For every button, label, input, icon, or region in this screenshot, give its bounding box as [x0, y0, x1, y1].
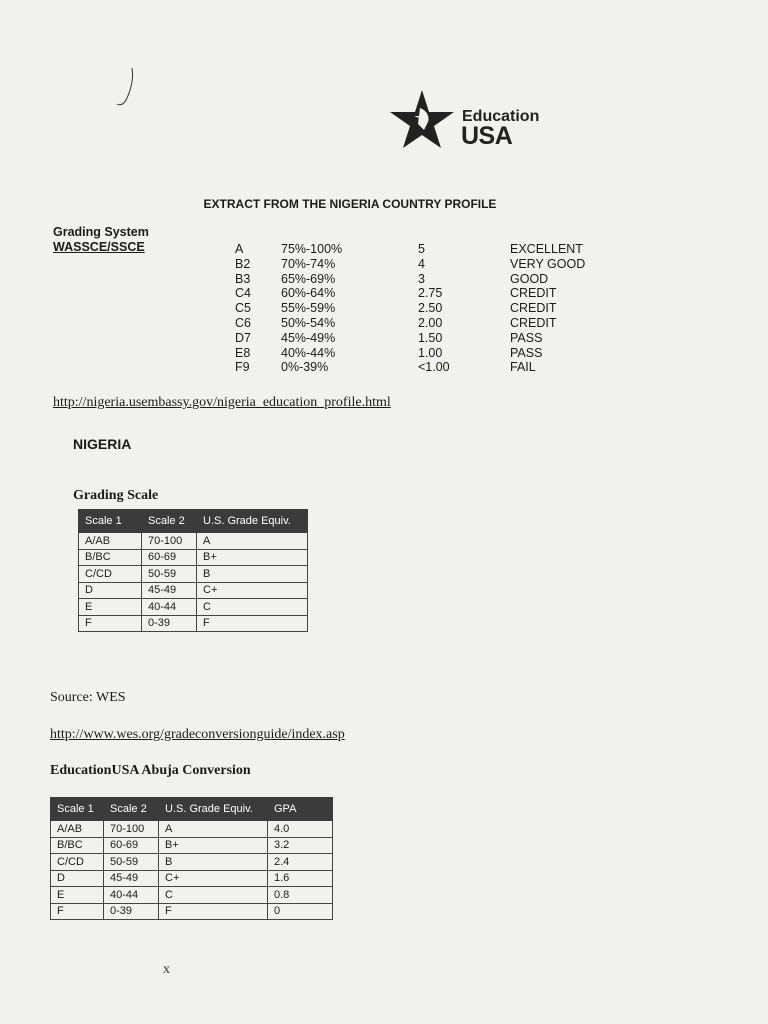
points: 1.50	[418, 330, 443, 345]
table-row	[51, 887, 333, 904]
table-row	[79, 582, 308, 599]
table-cell: 4.0	[268, 821, 333, 838]
table-cell: B+	[197, 549, 308, 566]
table-cell: B	[159, 854, 268, 871]
table-cell: 3.2	[268, 837, 333, 854]
grading-system-list	[0, 242, 640, 375]
pen-mark	[112, 66, 142, 110]
remark: CREDIT	[510, 301, 557, 316]
grading-system-sublabel: WASSCE/SSCE	[53, 240, 145, 254]
percent-range: 60%-64%	[281, 286, 336, 301]
table-row	[51, 854, 333, 871]
percent-range: 0%-39%	[281, 360, 329, 375]
remark: CREDIT	[510, 286, 557, 301]
table-row	[79, 615, 308, 632]
points: 5	[418, 242, 425, 256]
percent-range: 50%-54%	[281, 315, 336, 330]
logo-text-education: Education	[462, 108, 540, 125]
grade-row	[0, 331, 640, 346]
table-cell: D	[79, 582, 142, 599]
table-cell: 60-69	[104, 837, 159, 854]
pen-mark-x: x	[163, 962, 170, 977]
percent-range: 45%-49%	[281, 330, 336, 345]
percent-range: 40%-44%	[281, 345, 336, 360]
table-cell: B	[197, 566, 308, 583]
table-cell: 50-59	[104, 854, 159, 871]
table-cell: D	[51, 870, 104, 887]
column-header: Scale 1	[51, 798, 104, 821]
source-label: Source: WES	[50, 690, 126, 705]
grade: D7	[235, 330, 251, 345]
table-cell: C/CD	[79, 566, 142, 583]
table-cell: 70-100	[142, 533, 197, 550]
document-title: EXTRACT FROM THE NIGERIA COUNTRY PROFILE	[203, 197, 497, 211]
table-cell: C	[159, 887, 268, 904]
grade-row	[0, 242, 640, 257]
grade: E8	[235, 345, 251, 360]
grading-system-label: Grading System	[53, 225, 149, 239]
table-cell: A/AB	[51, 821, 104, 838]
table-cell: B/BC	[79, 549, 142, 566]
points: 3	[418, 271, 425, 286]
table-row	[79, 533, 308, 550]
table-cell: C/CD	[51, 854, 104, 871]
wes-conversion-link[interactable]: http://www.wes.org/gradeconversionguide/index.asp	[50, 727, 345, 742]
star-icon	[384, 86, 460, 152]
points: 4	[418, 256, 425, 271]
points: 2.75	[418, 286, 443, 301]
grade: C6	[235, 315, 251, 330]
remark: EXCELLENT	[510, 242, 583, 256]
column-header: Scale 2	[104, 798, 159, 821]
percent-range: 55%-59%	[281, 301, 336, 316]
table-cell: 45-49	[142, 582, 197, 599]
table-cell: 60-69	[142, 549, 197, 566]
remark: GOOD	[510, 271, 549, 286]
logo-text-usa: USA	[461, 122, 513, 150]
table-header-row	[79, 510, 308, 533]
grade-row	[0, 346, 640, 361]
grading-scale-heading: Grading Scale	[73, 488, 159, 503]
percent-range: 65%-69%	[281, 271, 336, 286]
grade-row	[0, 301, 640, 316]
table-cell: F	[159, 903, 268, 920]
grade: B3	[235, 271, 251, 286]
educationusa-logo	[384, 86, 554, 152]
points: 2.50	[418, 301, 443, 316]
table-cell: 0-39	[104, 903, 159, 920]
table-cell: 0	[268, 903, 333, 920]
grade: C5	[235, 301, 251, 316]
remark: PASS	[510, 330, 543, 345]
table-header-row	[51, 798, 333, 821]
table-row	[51, 903, 333, 920]
table-cell: 70-100	[104, 821, 159, 838]
grade-row	[0, 360, 640, 375]
grade: C4	[235, 286, 251, 301]
column-header: U.S. Grade Equiv.	[159, 798, 268, 821]
column-header: Scale 2	[142, 510, 197, 533]
table-cell: F	[51, 903, 104, 920]
percent-range: 70%-74%	[281, 256, 336, 271]
table-cell: E	[51, 887, 104, 904]
grade-row	[0, 286, 640, 301]
percent-range: 75%-100%	[281, 242, 343, 256]
table-cell: 2.4	[268, 854, 333, 871]
table-cell: A	[159, 821, 268, 838]
column-header: GPA	[268, 798, 333, 821]
grading-scale-table	[78, 509, 308, 632]
table-cell: C+	[159, 870, 268, 887]
embassy-profile-link[interactable]: http://nigeria.usembassy.gov/nigeria_education_profile.html	[53, 395, 391, 410]
column-header: U.S. Grade Equiv.	[197, 510, 308, 533]
table-cell: E	[79, 599, 142, 616]
grade-row	[0, 257, 640, 272]
column-header: Scale 1	[79, 510, 142, 533]
grade: F9	[235, 360, 250, 375]
table-cell: F	[79, 615, 142, 632]
conversion-table	[50, 797, 333, 920]
table-cell: 50-59	[142, 566, 197, 583]
table-row	[51, 821, 333, 838]
table-cell: 40-44	[104, 887, 159, 904]
table-row	[79, 566, 308, 583]
remark: CREDIT	[510, 315, 557, 330]
grade-row	[0, 272, 640, 287]
table-cell: 0.8	[268, 887, 333, 904]
grade: B2	[235, 256, 251, 271]
table-row	[51, 837, 333, 854]
table-cell: A/AB	[79, 533, 142, 550]
grade-row	[0, 316, 640, 331]
table-cell: 0-39	[142, 615, 197, 632]
remark: PASS	[510, 345, 543, 360]
remark: VERY GOOD	[510, 256, 586, 271]
table-row	[51, 870, 333, 887]
points: 2.00	[418, 315, 443, 330]
table-cell: 1.6	[268, 870, 333, 887]
table-cell: C	[197, 599, 308, 616]
remark: FAIL	[510, 360, 536, 375]
conversion-heading: EducationUSA Abuja Conversion	[50, 763, 251, 778]
grade: A	[235, 242, 244, 256]
table-cell: B+	[159, 837, 268, 854]
table-cell: F	[197, 615, 308, 632]
table-cell: B/BC	[51, 837, 104, 854]
table-cell: C+	[197, 582, 308, 599]
country-heading: NIGERIA	[73, 436, 132, 452]
table-cell: 45-49	[104, 870, 159, 887]
table-cell: 40-44	[142, 599, 197, 616]
table-cell: A	[197, 533, 308, 550]
points: <1.00	[418, 360, 450, 375]
table-row	[79, 599, 308, 616]
table-row	[79, 549, 308, 566]
points: 1.00	[418, 345, 443, 360]
